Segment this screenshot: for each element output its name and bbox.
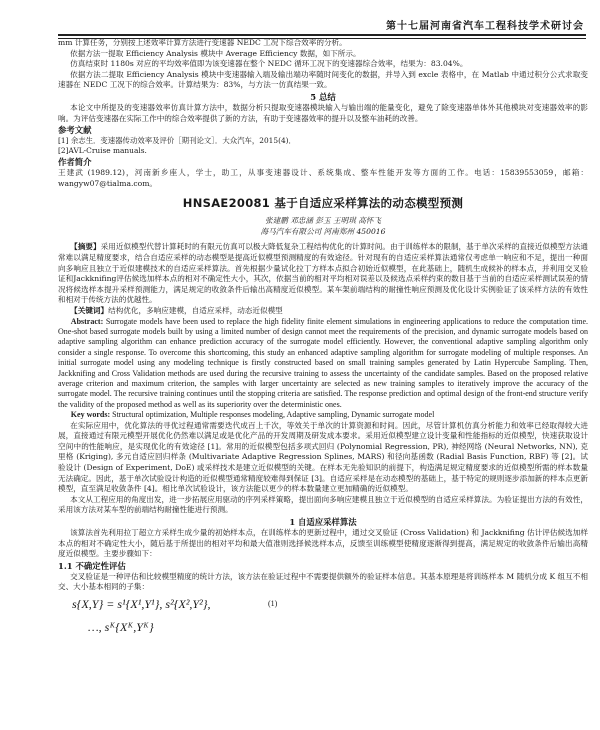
section-1-1-text: 交叉验证是一种评估和比较模型精度的统计方法，该方法在验证过程中不需要提供额外的验证样本信息。其基本原理是将训练样本 M 随机分成 K 组互不相交、大小基本相同的子集：: [58, 571, 588, 592]
header-rule-thick: [58, 34, 586, 36]
reference-item: [1] 余志生．变速器传动效率及评价［期刊论文］．大众汽车，2015(4)．: [58, 136, 296, 146]
equation-1: [58, 593, 588, 639]
abstract-en-text: Surrogate models have been used to replace the high fidelity finite element simulations in engineering applications to reduce the computation time. One-shot based surrogate models built by using a limited number of design cannot meet the requirements of the precision, and dynamic surrogate models based on adaptive sampling algorithm can enhance prediction accuracy of the surrogate model efficiently. However, the conventional adaptive sampling algorithm only consider a single response. To overcome this shortcoming, this study an enhanced adaptive sampling algorithm for surrogate modeling of multiple responses. An initial surrogate model using any modeling technique is firstly constructed based on small training samples generated by Latin Hypercube Sampling. Then, Jackknifing and Cross Validation methods are used during the recursive training to assess the uncertainty of the candidate samples. Based on the proposed relative average criterion and maximum criterion, the samples with larger uncertainty are selected as new training samples to iteratively improve the accuracy of the surrogate model. The recursive training continues until the stopping criteria are satisfied. The response prediction and optimal design of the front-end structure verify the validity of the proposed method as well as its superiority over the deterministic ones.: [58, 316, 589, 409]
abstract-en: [58, 317, 588, 411]
abstract-cn: [58, 242, 588, 306]
intro-para-2: 本文从工程应用的角度出发，进一步拓展应用驱动的序列采样策略，提出面向多响应建模且独立于近似模型的自适应采样算法。为验证提出方法的有效性，采用该方法对某车型的前端结构耐撞性能进行预测。: [58, 494, 588, 515]
author-intro-title: 作者简介: [58, 157, 92, 168]
running-header: [0, 8, 600, 34]
abstract-cn-label: 【摘要】: [70, 242, 101, 252]
section-5-text: 本论文中所提及的变速器效率仿真计算方法中，数据分析只提取变速器模块输入与输出端的能量变化，避免了除变速器单体外其他模块对变速器效率的影响。为评估变速器在实际工作中的综合效率提供了新的方法，有助于变速器效率的提升以及整车油耗的改善。: [58, 102, 588, 123]
article-affiliation: 海马汽车有限公司 河南郑州 450016: [260, 227, 386, 237]
abstract-en-label: Abstract:: [70, 316, 104, 326]
section-1-1-title: 1.1 不确定性评估: [58, 560, 126, 571]
article-authors: 张建鹏 邓忠涵 彭玉 王明琪 高怀飞: [265, 216, 381, 226]
article-title: HNSAE20081 基于自适应采样算法的动态模型预测: [182, 196, 464, 211]
keywords-cn-text: 结构优化，多响应建模，自适应采样，动态近似模型: [108, 305, 283, 315]
prev-para-4: 依据方法二提取 Efficiency Analysis 模块中变速器输入端及输出端功率随时间变化的数据，并导入到 excle 表格中，在 Matlab 中通过积分公式求取变速器在 NEDC 工况下的综合效率。计算结果为：83%，与方法一仿真结果一致。: [58, 69, 588, 90]
keywords-en: [58, 410, 588, 420]
reference-item: [2]AVL-Cruise manuals.: [58, 146, 147, 156]
running-title: 第十七届河南省汽车工程科技学术研讨会: [386, 21, 584, 32]
keywords-cn-label: 【关键词】: [70, 305, 109, 315]
author-intro-text: 王建武 (1989.12)，河南新乡座人，学士，助工，从事变速器设计、系统集成、整车性能开发等方面的工作。电话：15839553059，邮箱：wangyw07@tialma.com。: [58, 168, 588, 188]
keywords-en-label: Key words:: [70, 410, 111, 420]
keywords-cn: [58, 306, 588, 317]
section-5-title: 5 总结: [310, 91, 336, 102]
page-body: [58, 38, 588, 639]
prev-para-1: mm 计算任务，分别按上述效率计算方法进行变速器 NEDC 工况下综合效率的分析。: [58, 38, 347, 47]
section-1-title: 1 自适应采样算法: [289, 516, 357, 527]
prev-para-3: 仿真结束时 1180s 对应的平均效率值即为该变速器在整个 NEDC 循环工况下的变速器综合效率，结果为：83.04%。: [70, 59, 468, 69]
equation-1-line-2: …, sᴷ{Xᴷ,Yᴷ}: [88, 619, 154, 634]
equation-1-number: (1): [268, 598, 278, 608]
prev-para-2: 依据方法一提取 Efficiency Analysis 模块中 Average Efficiency 数据，如下所示。: [70, 48, 361, 58]
abstract-cn-text: 采用近似模型代替计算耗时的有限元仿真可以极大降低复杂工程结构优化的计算时间。由于训练样本的限制，基于单次采样的直接近似模型方法通常难以满足精度要求，结合自适应采样的动态模型是提高近似模型预测精度的有效途径。针对现有的自适应采样算法通常仅考虑单一响应和不足，提出一种面向多响应且独立于近似建模技术的自适应采样算法。首先根据少量试化拉丁方样本点拟合初始近似模型，在此基础上，随机生成候补的样本点，并利用交叉验证和Jackknifing评估候选加样本点的相对不确定性大小，其次，依据当前的相对平均相对误差以及候选点采样约束的数目基于当前的自适应采样测试误差的情况将候选样本提升采样预测能力，满足规定的收敛条件后输出高精度近似模型。某车架前端结构的耐撞性响应预测及优化设计实例验证了该采样方法的有效性和相对于传统方法的优越性。: [58, 242, 588, 305]
intro-para-1: 在实际应用中，优化算法的寻优过程通常需要迭代成百上千次，等效关于单次的计算资源和时间。因此，尽管计算机仿真分析能力和效率已经取得较大进展，直接通过有限元模型开展优化仍然难以满足或是优化产品的开发周期及研发成本要求。采用近似模型建立设计变量和性能指标的近似模型，快速获取设计空间中的性能响应，是实现优化的有效途径 [1]。常用的近似模型包括多项式回归 (Polynomial Regression, PR), 神经网络 (Neural Networks, NN), 克里格 (Kriging), 多元自适应回归样条 (Multivariate Adaptive Regression Splines, MARS) 和径向基函数 (Radial Basis Function, RBF) 等 [2]。试验设计 (Design of Experiment, DoE) 或采样技术是建立近似模型的关键。在样本无先验知识的前提下，构造满足规定精度要求的近似模型所需的样本数量无法确定。因此，基于单次试验设计构造的近似模型通常精度较难得到保证 [3]。自适应采样是在动态模型的基础上，基于特定的规则逐步添加新的样本点更新模型，直至满足收敛条件 [4]。相比单次试验设计，该方法能以更少的样本数量建立更加精确的近似模型。: [58, 420, 588, 494]
equation-1-line-1: s{X,Y} = s¹{X¹,Y¹}, s²{X²,Y²},: [72, 596, 211, 611]
keywords-en-text: Structural optimization, Multiple responses modeling, Adaptive sampling, Dynamic surrogate model: [112, 410, 435, 420]
references-title: 参考文献: [58, 125, 92, 136]
section-1-text: 该算法首先利用拉丁超立方采样生成少量的初始样本点，在训练样本的更新过程中，通过交叉验证 (Cross Validation) 和 Jackknifing 估计评估候选加样本点的相对不确定性大小，随后基于所提出的相对平均和最大值准则选择候选样本点，反馈至训练模型使精度逐渐得到提高，满足规定的收敛条件后输出高精度近似模型。主要步骤如下：: [58, 527, 588, 559]
